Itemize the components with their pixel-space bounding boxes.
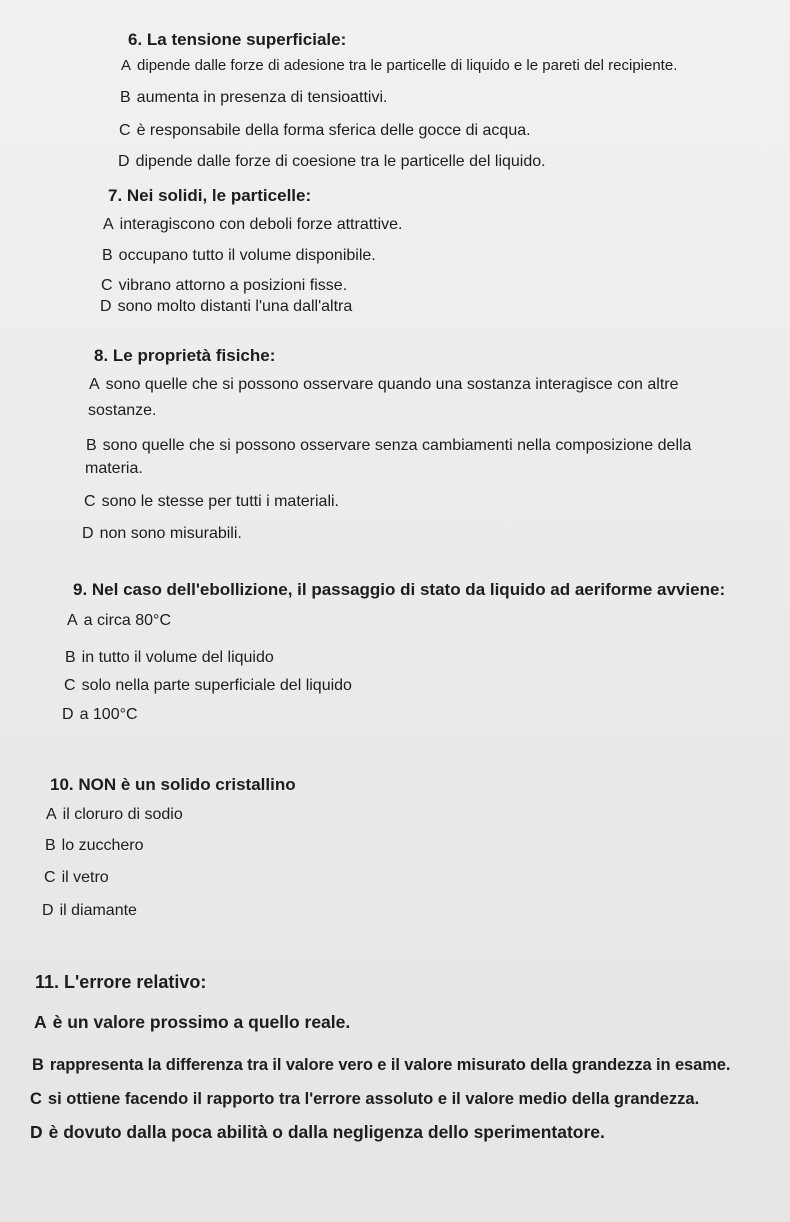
question-8-option-b[interactable] [86, 437, 691, 455]
option-letter: D [82, 525, 94, 542]
option-letter: C [84, 493, 96, 510]
question-9-option-c[interactable] [64, 677, 352, 695]
question-9-title: 9. Nel caso dell'ebollizione, il passaggio di stato da liquido ad aeriforme avviene: [73, 580, 726, 599]
option-letter: C [101, 277, 113, 294]
question-8-option-b-continuation: materia. [85, 460, 143, 477]
option-text: si ottiene facendo il rapporto tra l'errore assoluto e il valore medio della grandezza. [47, 1090, 700, 1108]
option-letter: B [120, 89, 131, 106]
option-text: è responsabile della forma sferica delle gocce di acqua. [136, 122, 531, 139]
option-letter: A [46, 806, 57, 823]
option-text: sono quelle che si possono osservare senza cambiamenti nella composizione della [102, 437, 692, 454]
question-8-option-a-continuation: sostanze. [88, 402, 157, 419]
option-text: vibrano attorno a posizioni fisse. [118, 277, 348, 294]
question-6-title: 6. La tensione superficiale: [128, 30, 347, 49]
option-letter: C [64, 677, 76, 694]
option-letter: C [44, 869, 56, 886]
question-6-option-c[interactable] [119, 122, 531, 140]
question-10-title: 10. NON è un solido cristallino [50, 775, 296, 794]
question-11-title: 11. L'errore relativo: [35, 972, 207, 992]
option-letter: D [42, 902, 54, 919]
question-10-option-c[interactable] [44, 869, 109, 887]
question-9-option-d[interactable] [62, 706, 138, 724]
option-text: interagiscono con deboli forze attrattive. [119, 216, 403, 233]
option-letter: B [65, 649, 76, 666]
option-letter: C [119, 122, 131, 139]
option-letter: B [86, 437, 97, 454]
option-text: è un valore prossimo a quello reale. [52, 1012, 351, 1032]
question-7-option-a[interactable] [103, 216, 403, 234]
option-text: sono molto distanti l'una dall'altra [117, 298, 353, 315]
option-letter: A [89, 376, 100, 393]
question-11-option-c[interactable] [30, 1090, 699, 1109]
option-text: occupano tutto il volume disponibile. [118, 247, 376, 264]
question-11-option-b[interactable] [32, 1056, 730, 1075]
option-letter: A [121, 57, 132, 74]
option-letter: A [67, 612, 78, 629]
option-text: in tutto il volume del liquido [81, 649, 274, 666]
option-letter: D [62, 706, 74, 723]
question-8-option-d[interactable] [82, 525, 242, 543]
option-text: aumenta in presenza di tensioattivi. [136, 89, 388, 106]
question-6-option-b[interactable] [120, 89, 387, 107]
question-7-option-d[interactable] [100, 298, 352, 316]
option-text: lo zucchero [61, 837, 144, 854]
option-letter: B [32, 1056, 44, 1074]
option-text: il cloruro di sodio [62, 806, 183, 823]
question-9-option-b[interactable] [65, 649, 274, 667]
question-11-option-a[interactable] [34, 1012, 350, 1033]
option-letter: D [30, 1122, 43, 1142]
option-text: a 100°C [79, 706, 138, 723]
option-text: sono le stesse per tutti i materiali. [101, 493, 339, 510]
option-letter: A [34, 1012, 47, 1032]
question-9-option-a[interactable] [67, 612, 171, 630]
option-text: sono quelle che si possono osservare quando una sostanza interagisce con altre [105, 376, 679, 393]
option-letter: C [30, 1090, 42, 1108]
option-text: è dovuto dalla poca abilità o dalla negligenza dello sperimentatore. [48, 1122, 605, 1142]
option-text: dipende dalle forze di coesione tra le particelle del liquido. [135, 153, 546, 170]
question-10-option-a[interactable] [46, 806, 183, 824]
question-7-option-b[interactable] [102, 247, 376, 265]
question-7-option-c[interactable] [101, 277, 347, 295]
option-text: non sono misurabili. [99, 525, 242, 542]
question-10-option-b[interactable] [45, 837, 144, 855]
option-text: dipende dalle forze di adesione tra le particelle di liquido e le pareti del recipiente. [137, 57, 678, 74]
question-8-title: 8. Le proprietà fisiche: [94, 346, 276, 365]
option-letter: A [103, 216, 114, 233]
option-text: il vetro [61, 869, 109, 886]
question-6-option-a[interactable] [121, 57, 677, 74]
question-6-option-d[interactable] [118, 153, 546, 171]
option-text: rappresenta la differenza tra il valore vero e il valore misurato della grandezza in esame. [49, 1056, 731, 1074]
option-letter: B [45, 837, 56, 854]
option-letter: D [118, 153, 130, 170]
question-11-option-d[interactable] [30, 1122, 605, 1143]
option-letter: B [102, 247, 113, 264]
option-text: il diamante [59, 902, 137, 919]
question-7-title: 7. Nei solidi, le particelle: [108, 186, 312, 205]
option-letter: D [100, 298, 112, 315]
question-10-option-d[interactable] [42, 902, 137, 920]
option-text: a circa 80°C [83, 612, 171, 629]
question-8-option-a[interactable] [89, 376, 678, 394]
question-8-option-c[interactable] [84, 493, 339, 511]
option-text: solo nella parte superficiale del liquido [81, 677, 352, 694]
